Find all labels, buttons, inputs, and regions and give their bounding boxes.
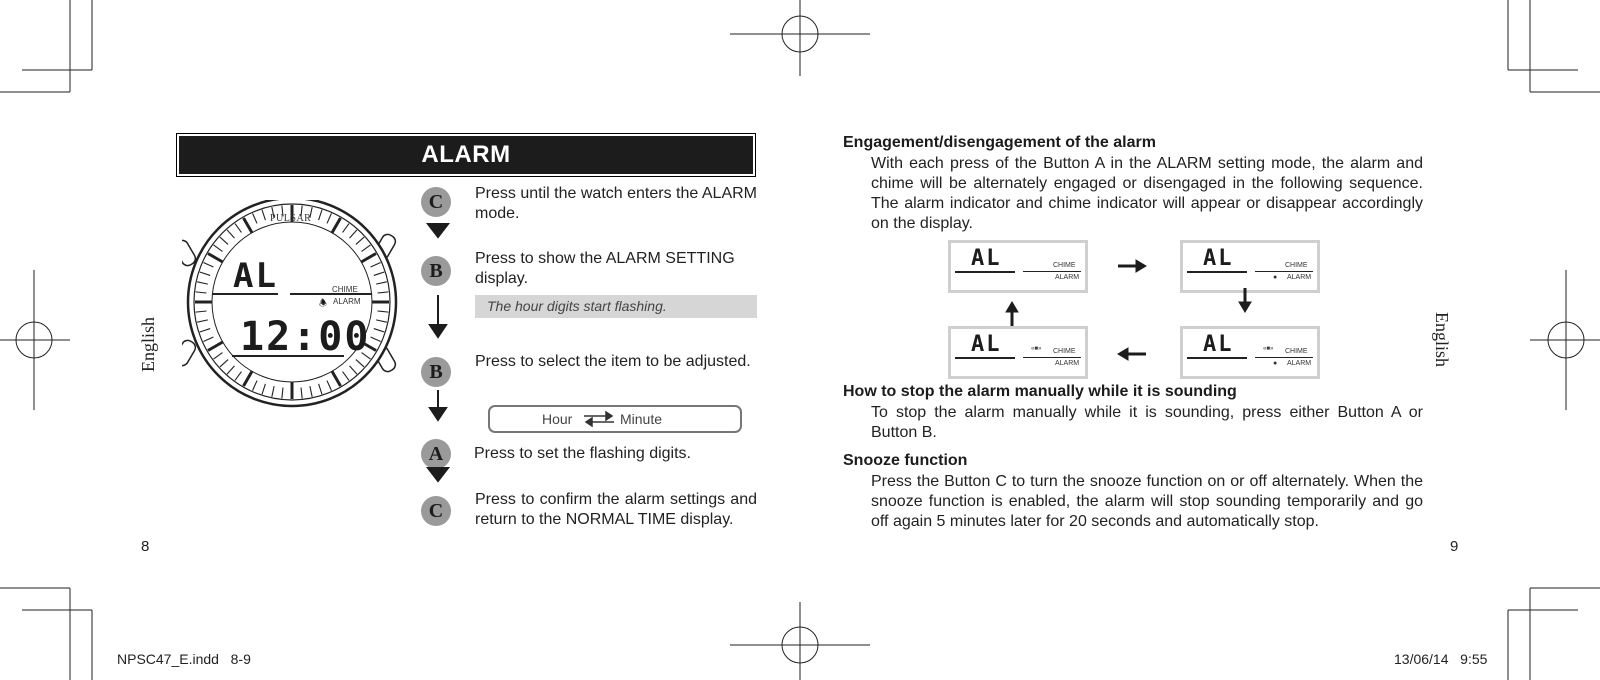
page-number-left: 8 [141,538,150,555]
swap-arrows-icon [582,411,616,427]
watch-mode-display: AL [233,256,278,296]
button-a-badge: A [421,439,451,469]
heading-stop-alarm: How to stop the alarm manually while it is sounding [843,383,1237,400]
step-flow-arrows [420,175,460,505]
cycle-minute: Minute [620,411,663,427]
side-language-label-right: English [1432,312,1452,368]
arrow-up-icon [1006,302,1018,312]
hour-minute-cycle [488,405,742,433]
arrow-left-icon [1118,348,1128,360]
step-5-text: Press to confirm the alarm settings and return to the NORMAL TIME display. [475,491,757,528]
arrow-down-icon [430,408,446,420]
arrow-down-icon [428,468,448,481]
lcd-chime-label: CHIME [1053,262,1076,269]
lcd-alarm-label: ALARM [1055,274,1080,281]
watch-time-display: 12:00 [240,314,371,360]
button-c-badge: C [421,187,451,217]
para-snooze: Press the Button C to turn the snooze function on or off alternately. When the snooze function is enabled, the alarm will stop sounding temporarily and go off again 5 minutes later for 20 seconds and automatically stop. [871,473,1423,530]
footer-file: NPSC47_E.indd 8-9 [117,651,251,667]
lcd-mode-display: AL [971,332,1002,357]
lcd-chime-label: CHIME [1285,262,1308,269]
button-b-badge: B [421,256,451,286]
lcd-mode-display: AL [1203,332,1234,357]
flashing-note-text: The hour digits start flashing. [487,298,667,314]
heading-engagement: Engagement/disengagement of the alarm [843,134,1156,151]
step-4-text: Press to set the flashing digits. [474,445,691,462]
arrow-right-icon [1136,260,1146,272]
lcd-mode-display: AL [971,246,1002,271]
sequence-arrows [940,240,1320,370]
lcd-alarm-label: ALARM [1287,274,1312,281]
step-3-text: Press to select the item to be adjusted. [475,353,751,370]
flashing-note [475,295,757,318]
arrow-down-icon [1239,302,1251,312]
page-number-right: 9 [1450,538,1459,555]
banner-title: ALARM [179,136,753,174]
arrow-down-icon [430,325,446,337]
bell-icon: ● [1273,360,1278,367]
lcd-alarm-label: ALARM [1287,360,1312,367]
button-b-badge-2: B [421,357,451,387]
side-language-label: English [138,316,158,372]
watch-brand: PULSAR [270,213,312,224]
lcd-chime-label: CHIME [1053,348,1076,355]
heading-snooze: Snooze function [843,452,968,469]
bell-icon: 🕭 [319,298,328,308]
para-engagement: With each press of the Button A in the ALARM setting mode, the alarm and chime will be alternately engaged or disengaged in the following sequence. The alarm indicator and chime indicator will appear or disappear accordingly on the display. [871,155,1423,232]
watch-chime-label: CHIME [332,285,358,294]
footer-timestamp: 13/06/14 9:55 [1394,651,1488,667]
lcd-mode-display: AL [1203,246,1234,271]
para-stop-alarm: To stop the alarm manually while it is sounding, press either Button A or Button B. [871,404,1423,441]
arrow-down-icon [428,224,448,237]
section-banner [176,133,756,177]
cycle-hour: Hour [542,411,573,427]
step-1-text: Press until the watch enters the ALARM mode. [475,185,757,222]
lcd-chime-label: CHIME [1285,348,1308,355]
chime-on-icon: «■» [1263,346,1274,352]
watch-illustration [182,200,402,420]
watch-alarm-label: ALARM [333,297,361,306]
step-2-text: Press to show the ALARM SETTING display. [475,250,735,287]
chime-on-icon: «■» [1031,346,1042,352]
bell-icon: ● [1273,274,1278,281]
lcd-alarm-label: ALARM [1055,360,1080,367]
button-c-badge-2: C [421,496,451,526]
